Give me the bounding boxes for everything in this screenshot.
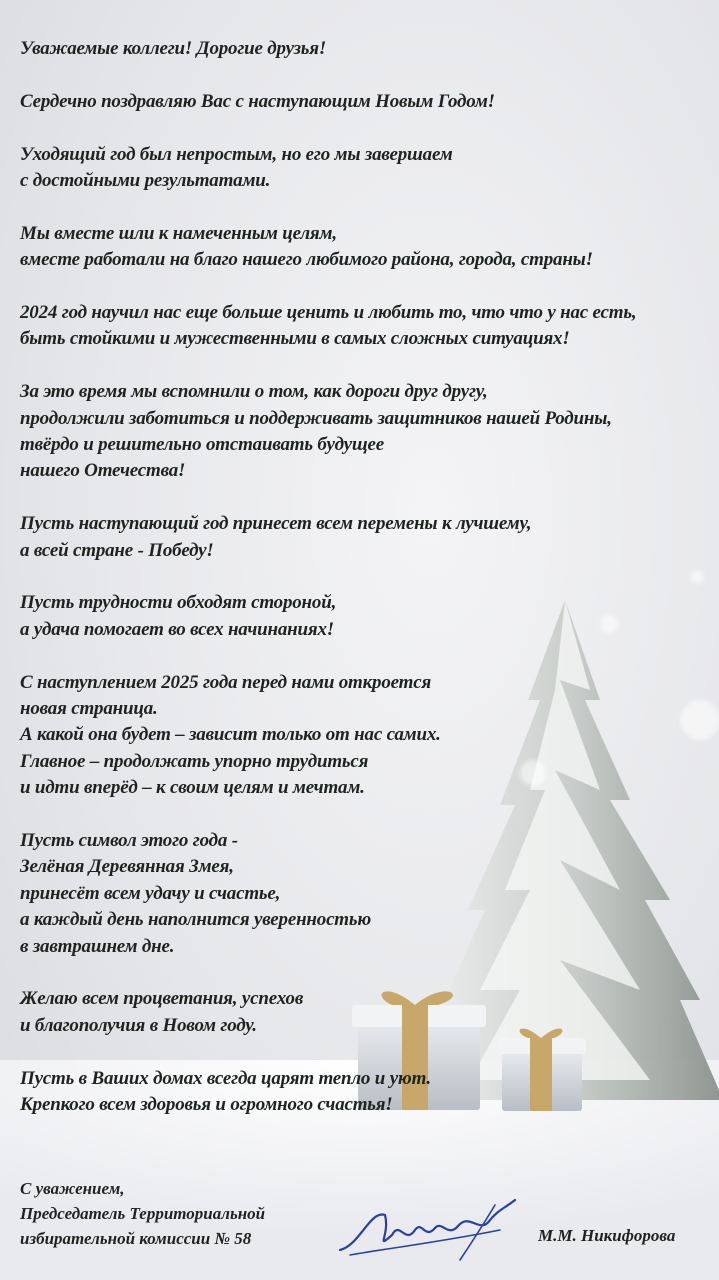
closing-block — [20, 1176, 265, 1251]
paragraph-line: а каждый день наполнится уверенностью — [20, 909, 372, 931]
paragraph-line: Пусть наступающий год принесет всем перемены к лучшему, — [20, 513, 532, 535]
paragraph-line: 2024 год научил нас еще больше ценить и любить то, что что у нас есть, — [20, 302, 637, 323]
closing-organization: избирательной комиссии № 58 — [20, 1229, 252, 1248]
letter-paragraph — [20, 142, 710, 195]
paragraph-line: нашего Отечества! — [20, 460, 186, 482]
paragraph-line: и идти вперёд – к своим целям и мечтам. — [20, 777, 365, 799]
paragraph-line: Пусть в Ваших домах всегда царят тепло и уют. — [20, 1067, 431, 1089]
paragraph-line: с достойными результатами. — [20, 170, 271, 191]
letter-paragraph — [20, 511, 710, 564]
paragraph-line: новая страница. — [20, 698, 158, 720]
signer-name: М.М. Никифорова — [538, 1226, 676, 1245]
closing-position: Председатель Территориальной — [20, 1204, 266, 1223]
paragraph-line: вместе работали на благо нашего любимого района, города, страны! — [20, 249, 593, 271]
letter-paragraph — [20, 670, 710, 802]
paragraph-line: Пусть символ этого года - — [20, 830, 238, 852]
paragraph-line: Желаю всем процветания, успехов — [20, 988, 304, 1010]
letter-paragraph — [20, 379, 710, 485]
paragraph-line: в завтрашнем дне. — [20, 935, 175, 957]
letter-paragraph — [20, 1066, 710, 1119]
letter-paragraph — [20, 828, 710, 960]
paragraph-line: быть стойкими и мужественными в самых сложных ситуациях! — [20, 328, 570, 350]
handwritten-signature — [330, 1190, 530, 1270]
paragraph-line: принесёт всем удачу и счастье, — [20, 882, 281, 904]
letter-paragraph — [20, 221, 710, 274]
paragraph-line: и благополучия в Новом году. — [20, 1014, 257, 1036]
paragraph-line: Мы вместе шли к намеченным целям, — [20, 222, 337, 244]
paragraph-line: За это время мы вспомнили о том, как дороги друг другу, — [20, 381, 488, 403]
paragraph-line: а всей стране - Победу! — [20, 539, 214, 561]
letter-body — [20, 36, 710, 1145]
paragraph-line: а удача помогает во всех начинаниях! — [20, 618, 334, 640]
closing-regards: С уважением, — [20, 1179, 125, 1198]
paragraph-line: А какой она будет – зависит только от нас самих. — [20, 724, 441, 746]
greeting-text: Уважаемые коллеги! Дорогие друзья! — [20, 38, 327, 59]
paragraph-line: Зелёная Деревянная Змея, — [20, 856, 234, 878]
letter-paragraph — [20, 590, 710, 643]
paragraph-line: С наступлением 2025 года перед нами откроется — [20, 671, 432, 693]
paragraph-line: Крепкого всем здоровья и огромного счастья! — [20, 1094, 393, 1116]
paragraph-line: Пусть трудности обходят стороной, — [20, 592, 337, 614]
paragraph-line: Сердечно поздравляю Вас с наступающим Новым Годом! — [20, 90, 495, 112]
letter-paragraph — [20, 89, 710, 115]
greeting-paragraph — [20, 36, 710, 62]
letter-paragraph — [20, 300, 710, 353]
letter-paragraph — [20, 986, 710, 1039]
paragraph-line: Главное – продолжать упорно трудиться — [20, 750, 369, 772]
letter-paragraphs — [20, 89, 710, 1119]
paragraph-line: Уходящий год был непростым, но его мы завершаем — [20, 143, 453, 165]
paragraph-line: твёрдо и решительно отстаивать будущее — [20, 434, 384, 456]
paragraph-line: продолжили заботиться и поддерживать защитников нашей Родины, — [20, 407, 612, 429]
